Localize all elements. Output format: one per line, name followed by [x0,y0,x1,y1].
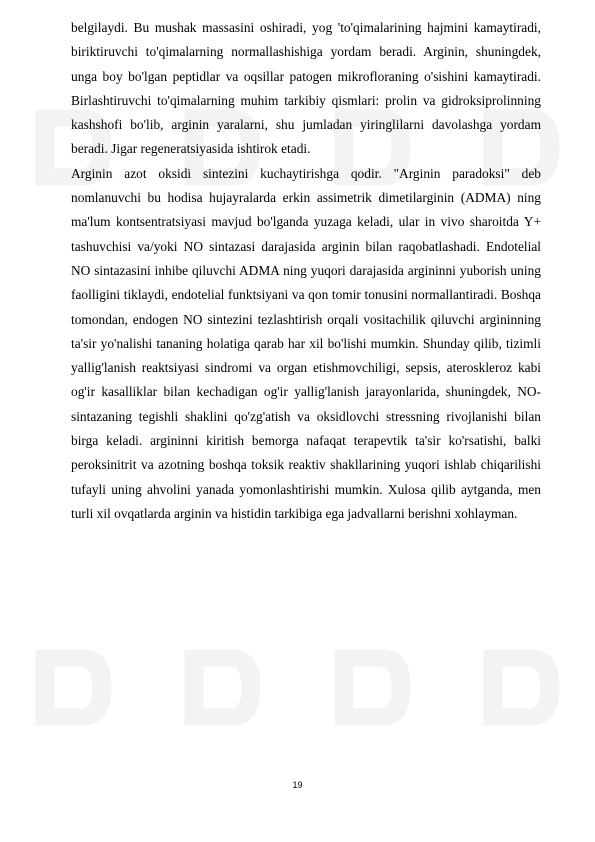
watermark-icon [474,640,569,735]
paragraph: Arginin azot oksidi sintezini kuchaytirishga qodir. "Arginin paradoksi" deb nomlanuvchi bu hodisa hujayralarda erkin assimetrik dimetilarginin (ADMA) ning ma'lum kontsentratsiyasi mavjud bo'lganda yuzaga keladi, ular in vivo sharoitda Y+ tashuvchisi va/yoki NO sintazasi darajasida arginin bilan raqobatlashadi. Endotelial NO sintazasini inhibe qiluvchi ADMA ning yuqori darajasida argininni yuborish uning faolligini tiklaydi, endotelial funktsiyani va qon tomir tonusini normallantiradi. Boshqa tomondan, endogen NO sintezini tezlashtirish orqali vositachilik qiluvchi argininning ta'sir yo'nalishi tananing holatiga qarab har xil bo'lishi mumkin. Shunday qilib, tizimli yallig'lanish reaktsiyasi sindromi va organ etishmovchiligi, sepsis, ateroskleroz kabi og'ir kasalliklar bilan kechadigan og'ir yallig'lanish jarayonlarida, shuningdek, NO-sintazaning tegishli shaklini qo'zg'atish va oksidlovchi stressning rivojlanishi bilan birga keladi. argininni kiritish bemorga nafaqat terapevtik ta'sir ko'rsatishi, balki peroksinitrit va azotning boshqa toksik reaktiv shakllarining yuqori ishlab chiqarilishi tufayli uning ahvolini yanada yomonlashtirishi mumkin. Xulosa qilib aytganda, men turli xil ovqatlarda arginin va histidin tarkibiga ega jadvallarni berishni xohlayman. [71,165,541,521]
body-text [71,16,541,526]
watermark-icon [325,640,420,735]
watermark-row-bottom [0,640,595,735]
watermark-icon [26,640,121,735]
watermark-icon [175,640,270,735]
page-number: 19 [292,780,303,790]
paragraph: belgilaydi. Bu mushak massasini oshiradi, yog 'to'qimalarining hajmini kamaytiradi, biriktiruvchi to'qimalarning normallashishiga yordam beradi. Arginin, shuningdek, unga boy bo'lgan peptidlar va oqsillar patogen mikrofloraning o'sishini kamaytiradi. Birlashtiruvchi to'qimalarning muhim tarkibiy qismlari: prolin va gidroksiprolinning kashshofi bo'lib, arginin yaralarni, shu jumladan yiringlilarni davolashga yordam beradi. Jigar regeneratsiyasida ishtirok etadi. [71,20,541,157]
